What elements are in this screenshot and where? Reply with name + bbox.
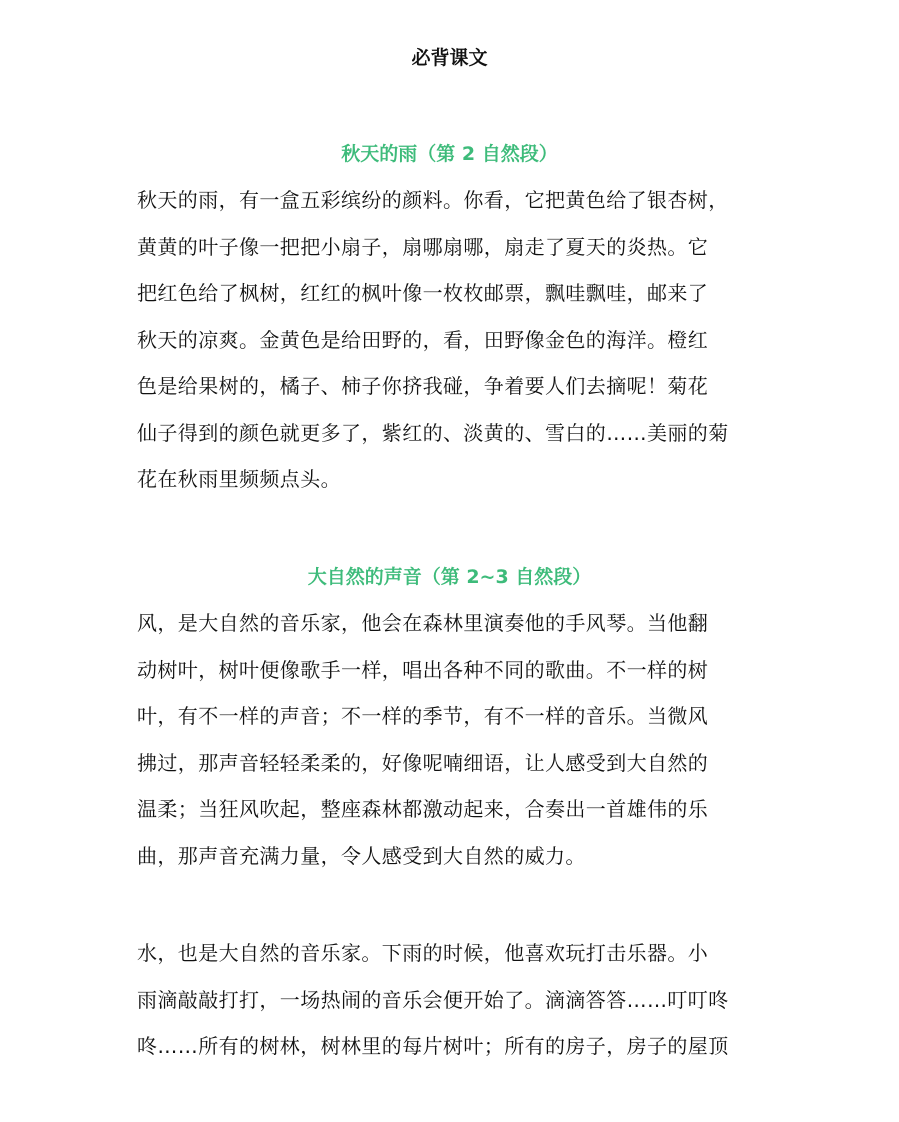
text-line: 秋天的雨，有一盒五彩缤纷的颜料。你看，它把黄色给了银杏树， [137, 188, 729, 212]
text-line: 风，是大自然的音乐家，他会在森林里演奏他的手风琴。当他翻 [137, 611, 709, 635]
page-title: 必背课文 [411, 47, 488, 69]
section-heading: 秋天的雨（第 2 自然段） [341, 143, 558, 165]
text-line: 花在秋雨里频频点头。 [137, 467, 341, 491]
text-line: 仙子得到的颜色就更多了，紫红的、淡黄的、雪白的……美丽的菊 [137, 420, 729, 445]
text-line: 动树叶，树叶便像歌手一样，唱出各种不同的歌曲。不一样的树 [137, 657, 709, 682]
text-line: 水，也是大自然的音乐家。下雨的时候，他喜欢玩打击乐器。小 [137, 941, 709, 965]
text-line: 曲，那声音充满力量，令人感受到大自然的威力。 [137, 843, 586, 868]
text-line: 温柔；当狂风吹起，整座森林都激动起来，合奏出一首雄伟的乐 [137, 797, 709, 821]
paragraph [137, 930, 765, 1070]
text-line: 黄黄的叶子像一把把小扇子，扇哪扇哪，扇走了夏天的炎热。它 [137, 234, 709, 259]
paragraph [137, 177, 765, 503]
text-line: 叶，有不一样的声音；不一样的季节，有不一样的音乐。当微风 [137, 704, 709, 728]
text-line: 把红色给了枫树，红红的枫叶像一枚枚邮票，飘哇飘哇，邮来了 [137, 281, 709, 305]
text-line: 雨滴敲敲打打，一场热闹的音乐会便开始了。滴滴答答……叮叮咚 [137, 987, 729, 1012]
text-line: 色是给果树的，橘子、柿子你挤我碰，争着要人们去摘呢！菊花 [137, 374, 709, 398]
text-line: 咚……所有的树林，树林里的每片树叶；所有的房子，房子的屋顶 [137, 1034, 729, 1058]
section-heading: 大自然的声音（第 2~3 自然段） [307, 566, 592, 588]
text-line: 拂过，那声音轻轻柔柔的，好像呢喃细语，让人感受到大自然的 [137, 750, 709, 775]
text-line: 秋天的凉爽。金黄色是给田野的，看，田野像金色的海洋。橙红 [137, 327, 709, 352]
paragraph [137, 600, 765, 879]
